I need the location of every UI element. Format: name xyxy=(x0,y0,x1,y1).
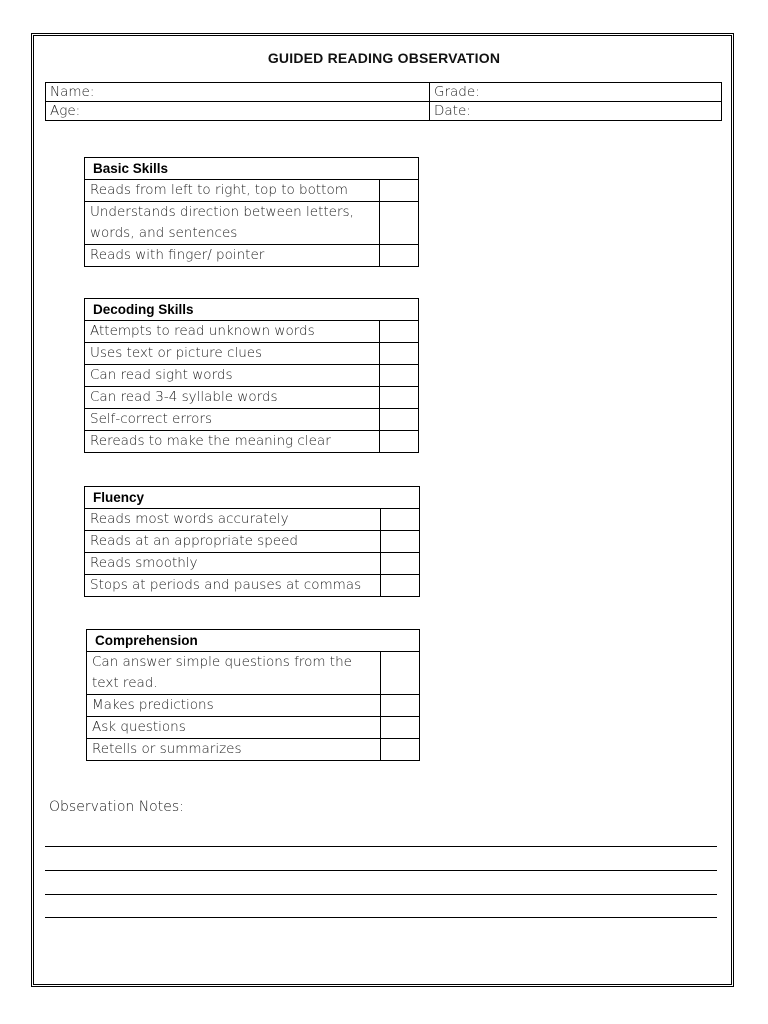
notes-line[interactable] xyxy=(45,894,717,895)
observation-notes-label: Observation Notes: xyxy=(49,799,184,815)
skill-item: Can read sight words xyxy=(85,365,380,387)
date-field[interactable]: Date: xyxy=(430,102,722,121)
skill-item: Reads at an appropriate speed xyxy=(85,531,381,553)
notes-line[interactable] xyxy=(45,917,717,918)
skill-item: Understands direction between letters, words, and sentences xyxy=(85,202,380,245)
section-heading: Comprehension xyxy=(87,630,420,652)
skill-item: Rereads to make the meaning clear xyxy=(85,431,380,453)
comprehension-table xyxy=(86,629,420,761)
notes-line[interactable] xyxy=(45,870,717,871)
skill-item: Stops at periods and pauses at commas xyxy=(85,575,381,597)
checkbox-cell[interactable] xyxy=(381,531,420,553)
skill-item: Ask questions xyxy=(87,717,381,739)
student-info-table xyxy=(45,82,722,121)
checkbox-cell[interactable] xyxy=(380,387,419,409)
skill-item: Reads with finger/ pointer xyxy=(85,245,380,267)
checkbox-cell[interactable] xyxy=(380,652,419,695)
notes-line[interactable] xyxy=(45,846,717,847)
checkbox-cell[interactable] xyxy=(380,431,419,453)
checkbox-cell[interactable] xyxy=(381,553,420,575)
checkbox-cell[interactable] xyxy=(381,509,420,531)
age-field[interactable]: Age: xyxy=(46,102,430,121)
skill-item: Retells or summarizes xyxy=(87,739,381,761)
skill-item: Attempts to read unknown words xyxy=(85,321,380,343)
checkbox-cell[interactable] xyxy=(380,365,419,387)
checkbox-cell[interactable] xyxy=(380,695,419,717)
skill-item: Makes predictions xyxy=(87,695,381,717)
checkbox-cell[interactable] xyxy=(380,739,419,761)
checkbox-cell[interactable] xyxy=(379,202,418,245)
skill-item: Self-correct errors xyxy=(85,409,380,431)
fluency-table xyxy=(84,486,420,597)
skill-item: Reads from left to right, top to bottom xyxy=(85,180,380,202)
checkbox-cell[interactable] xyxy=(380,717,419,739)
section-heading: Fluency xyxy=(85,487,420,509)
checkbox-cell[interactable] xyxy=(379,245,418,267)
section-heading: Decoding Skills xyxy=(85,299,419,321)
decoding-skills-table xyxy=(84,298,419,453)
checkbox-cell[interactable] xyxy=(380,409,419,431)
checkbox-cell[interactable] xyxy=(380,343,419,365)
skill-item: Reads smoothly xyxy=(85,553,381,575)
checkbox-cell[interactable] xyxy=(380,321,419,343)
checkbox-cell[interactable] xyxy=(379,180,418,202)
checkbox-cell[interactable] xyxy=(381,575,420,597)
skill-item: Can read 3-4 syllable words xyxy=(85,387,380,409)
skill-item: Reads most words accurately xyxy=(85,509,381,531)
grade-field[interactable]: Grade: xyxy=(430,83,722,102)
page-title: GUIDED READING OBSERVATION xyxy=(267,50,501,66)
skill-item: Uses text or picture clues xyxy=(85,343,380,365)
name-field[interactable]: Name: xyxy=(46,83,430,102)
basic-skills-table xyxy=(84,157,419,267)
skill-item: Can answer simple questions from the text read. xyxy=(87,652,381,695)
section-heading: Basic Skills xyxy=(85,158,419,180)
